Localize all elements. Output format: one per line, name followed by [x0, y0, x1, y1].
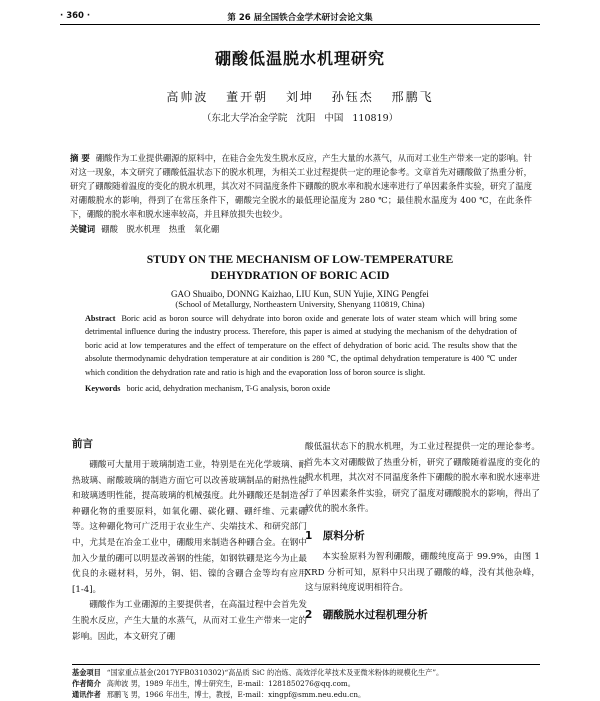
chinese-abstract-text: 硼酸作为工业提供硼源的原料中，在硅合金先发生脱水反应，产生大量的水蒸气，从而对工业生产带来一定的影响。针对这一现象，本文研究了硼酸低温状态下的脱水机理，为相关工业过程提供一定的理论参考。文章首先对硼酸做了热重分析，研究了硼酸随着温度的变化的脱水机理，其次对不同温度条件下硼酸的脱水率和脱水速率进行了单因素条件实验，研究了温度对硼酸脱水的影响，得到了在常压条件下，硼酸完全脱水的最低理论温度为 280 ℃；最佳脱水温度为 400 ℃，在此条件下，硼酸的脱水率和脱水速率较高，并且释放损失也较少。 — [70, 153, 532, 219]
english-abstract-text: Boric acid as boron source will dehydrate into boron oxide and generate lots of water steam which will bring some detrimental influence during the industry process. Therefore, this paper is aimed at studying the mechanism of the dehydration of boric acid at low temperatures and the effect of temperature on the effect of dehydration of boric acid. The results show that the absolute thermodynamic dehydration temperature at air condition is 280 ℃, the optimal dehydration temperature is 400 ℃ under which condition the dehydration rate and ratio is high and the evaporation loss of boron source is slight. — [85, 314, 517, 377]
chinese-authors: 高帅波 董开朝 刘坤 孙钰杰 邢鹏飞 — [166, 90, 434, 104]
section-1-paragraph: 本实验原料为智利硼酸，硼酸纯度高于 99.9%，由图 1 XRD 分析可知，原料中只出现了硼酸的峰，没有其他杂峰，这与原料纯度说明相符合。 — [305, 551, 540, 594]
footnote-author-label: 作者简介 — [72, 679, 101, 688]
section-heading-preface: 前言 — [72, 438, 93, 450]
chinese-abstract-label: 摘 要 — [70, 153, 90, 163]
english-authors: GAO Shuaibo, DONNG Kaizhao, LIU Kun, SUN Yujie, XING Pengfei — [171, 289, 429, 299]
section-heading-1: 1 原料分析 — [305, 529, 365, 542]
chinese-abstract — [70, 151, 532, 236]
chinese-keywords-text: 硼酸 脱水机理 热重 氧化硼 — [101, 224, 220, 234]
page-number: · 360 · — [60, 11, 91, 21]
footnote-author — [72, 678, 540, 689]
footnote-contact — [72, 689, 540, 700]
chinese-affiliation: （东北大学冶金学院 沈阳 中国 110819） — [201, 113, 399, 124]
footnote-author-text: 高帅波 男，1989 年出生，博士研究生，E-mail：1281850276@qq.com。 — [106, 679, 355, 688]
english-keywords — [85, 382, 517, 395]
chinese-keywords — [70, 222, 532, 236]
footnote-fund-label: 基金项目 — [72, 668, 101, 677]
chinese-title: 硼酸低温脱水机理研究 — [214, 49, 385, 68]
english-keywords-label: Keywords — [85, 384, 121, 394]
footnote-contact-label: 通讯作者 — [72, 690, 101, 699]
footnote-contact-text: 邢鹏飞 男，1966 年出生，博士，教授，E-mail：xingpf@smm.neu.edu.cn。 — [106, 690, 366, 699]
body-column-left — [72, 436, 307, 645]
chinese-keywords-label: 关键词 — [70, 224, 96, 234]
journal-title: 第 26 届全国铁合金学术研讨会论文集 — [227, 13, 373, 23]
english-abstract — [85, 312, 517, 395]
english-keywords-text: boric acid, dehydration mechanism, T-G analysis, boron oxide — [126, 384, 331, 394]
running-head — [60, 10, 540, 25]
preface-paragraph-3: 酸低温状态下的脱水机理，为工业过程提供一定的理论参考。首先本文对硼酸做了热重分析，研究了硼酸随着温度的变化的脱水机理，其次对不同温度条件下硼酸的脱水率和脱水速率进行了单因素条件实验，研究了温度对硼酸脱水的影响，得出了较优的脱水条件。 — [305, 442, 540, 515]
footnote-fund-text: “国家重点基金(2017YFB0310302)“高品质 SiC 的冶炼、高效浮化萃技术及亚微米粉体的规模化生产”。 — [106, 668, 444, 677]
english-affiliation: (School of Metallurgy, Northeastern University, Shenyang 110819, China) — [175, 300, 425, 309]
english-title-line2: DEHYDRATION OF BORIC ACID — [210, 269, 390, 282]
preface-paragraph-2: 硼酸作为工业硼源的主要提供者，在高温过程中会首先发生脱水反应，产生大量的水蒸气，从而对工业生产带来一定的影响。因此，本文研究了硼 — [72, 600, 307, 642]
footnote-block — [72, 664, 540, 700]
body-column-right — [305, 440, 540, 629]
english-abstract-label: Abstract — [85, 314, 116, 323]
section-heading-2: 2 硼酸脱水过程机理分析 — [305, 608, 428, 621]
english-title — [0, 252, 600, 284]
preface-paragraph-1: 硼酸可大量用于玻璃制造工业，特别是在光化学玻璃、耐热玻璃、耐酸玻璃的制造方面它可以改善玻璃制品的耐热性能和玻璃透明性能，提高玻璃的机械强度。此外硼酸还是制造各种硼化物的重要原料，如氧化硼、碳化硼、硼纤维、元素硼等。这种硼化物可广泛用于农业生产、尖端技术、和研究部门中，尤其是在冶金工业中，硼酸用来制造各种硼合金。在钢中加入少量的硼可以明显改善钢的性能，如钢铁硼是迄今为止最优良的永磁材料，另外，铜、铝、镍的含硼合金等均有应用[1-4]。 — [72, 460, 307, 595]
english-title-line1: STUDY ON THE MECHANISM OF LOW-TEMPERATURE — [146, 253, 454, 266]
footnote-fund — [72, 667, 540, 678]
